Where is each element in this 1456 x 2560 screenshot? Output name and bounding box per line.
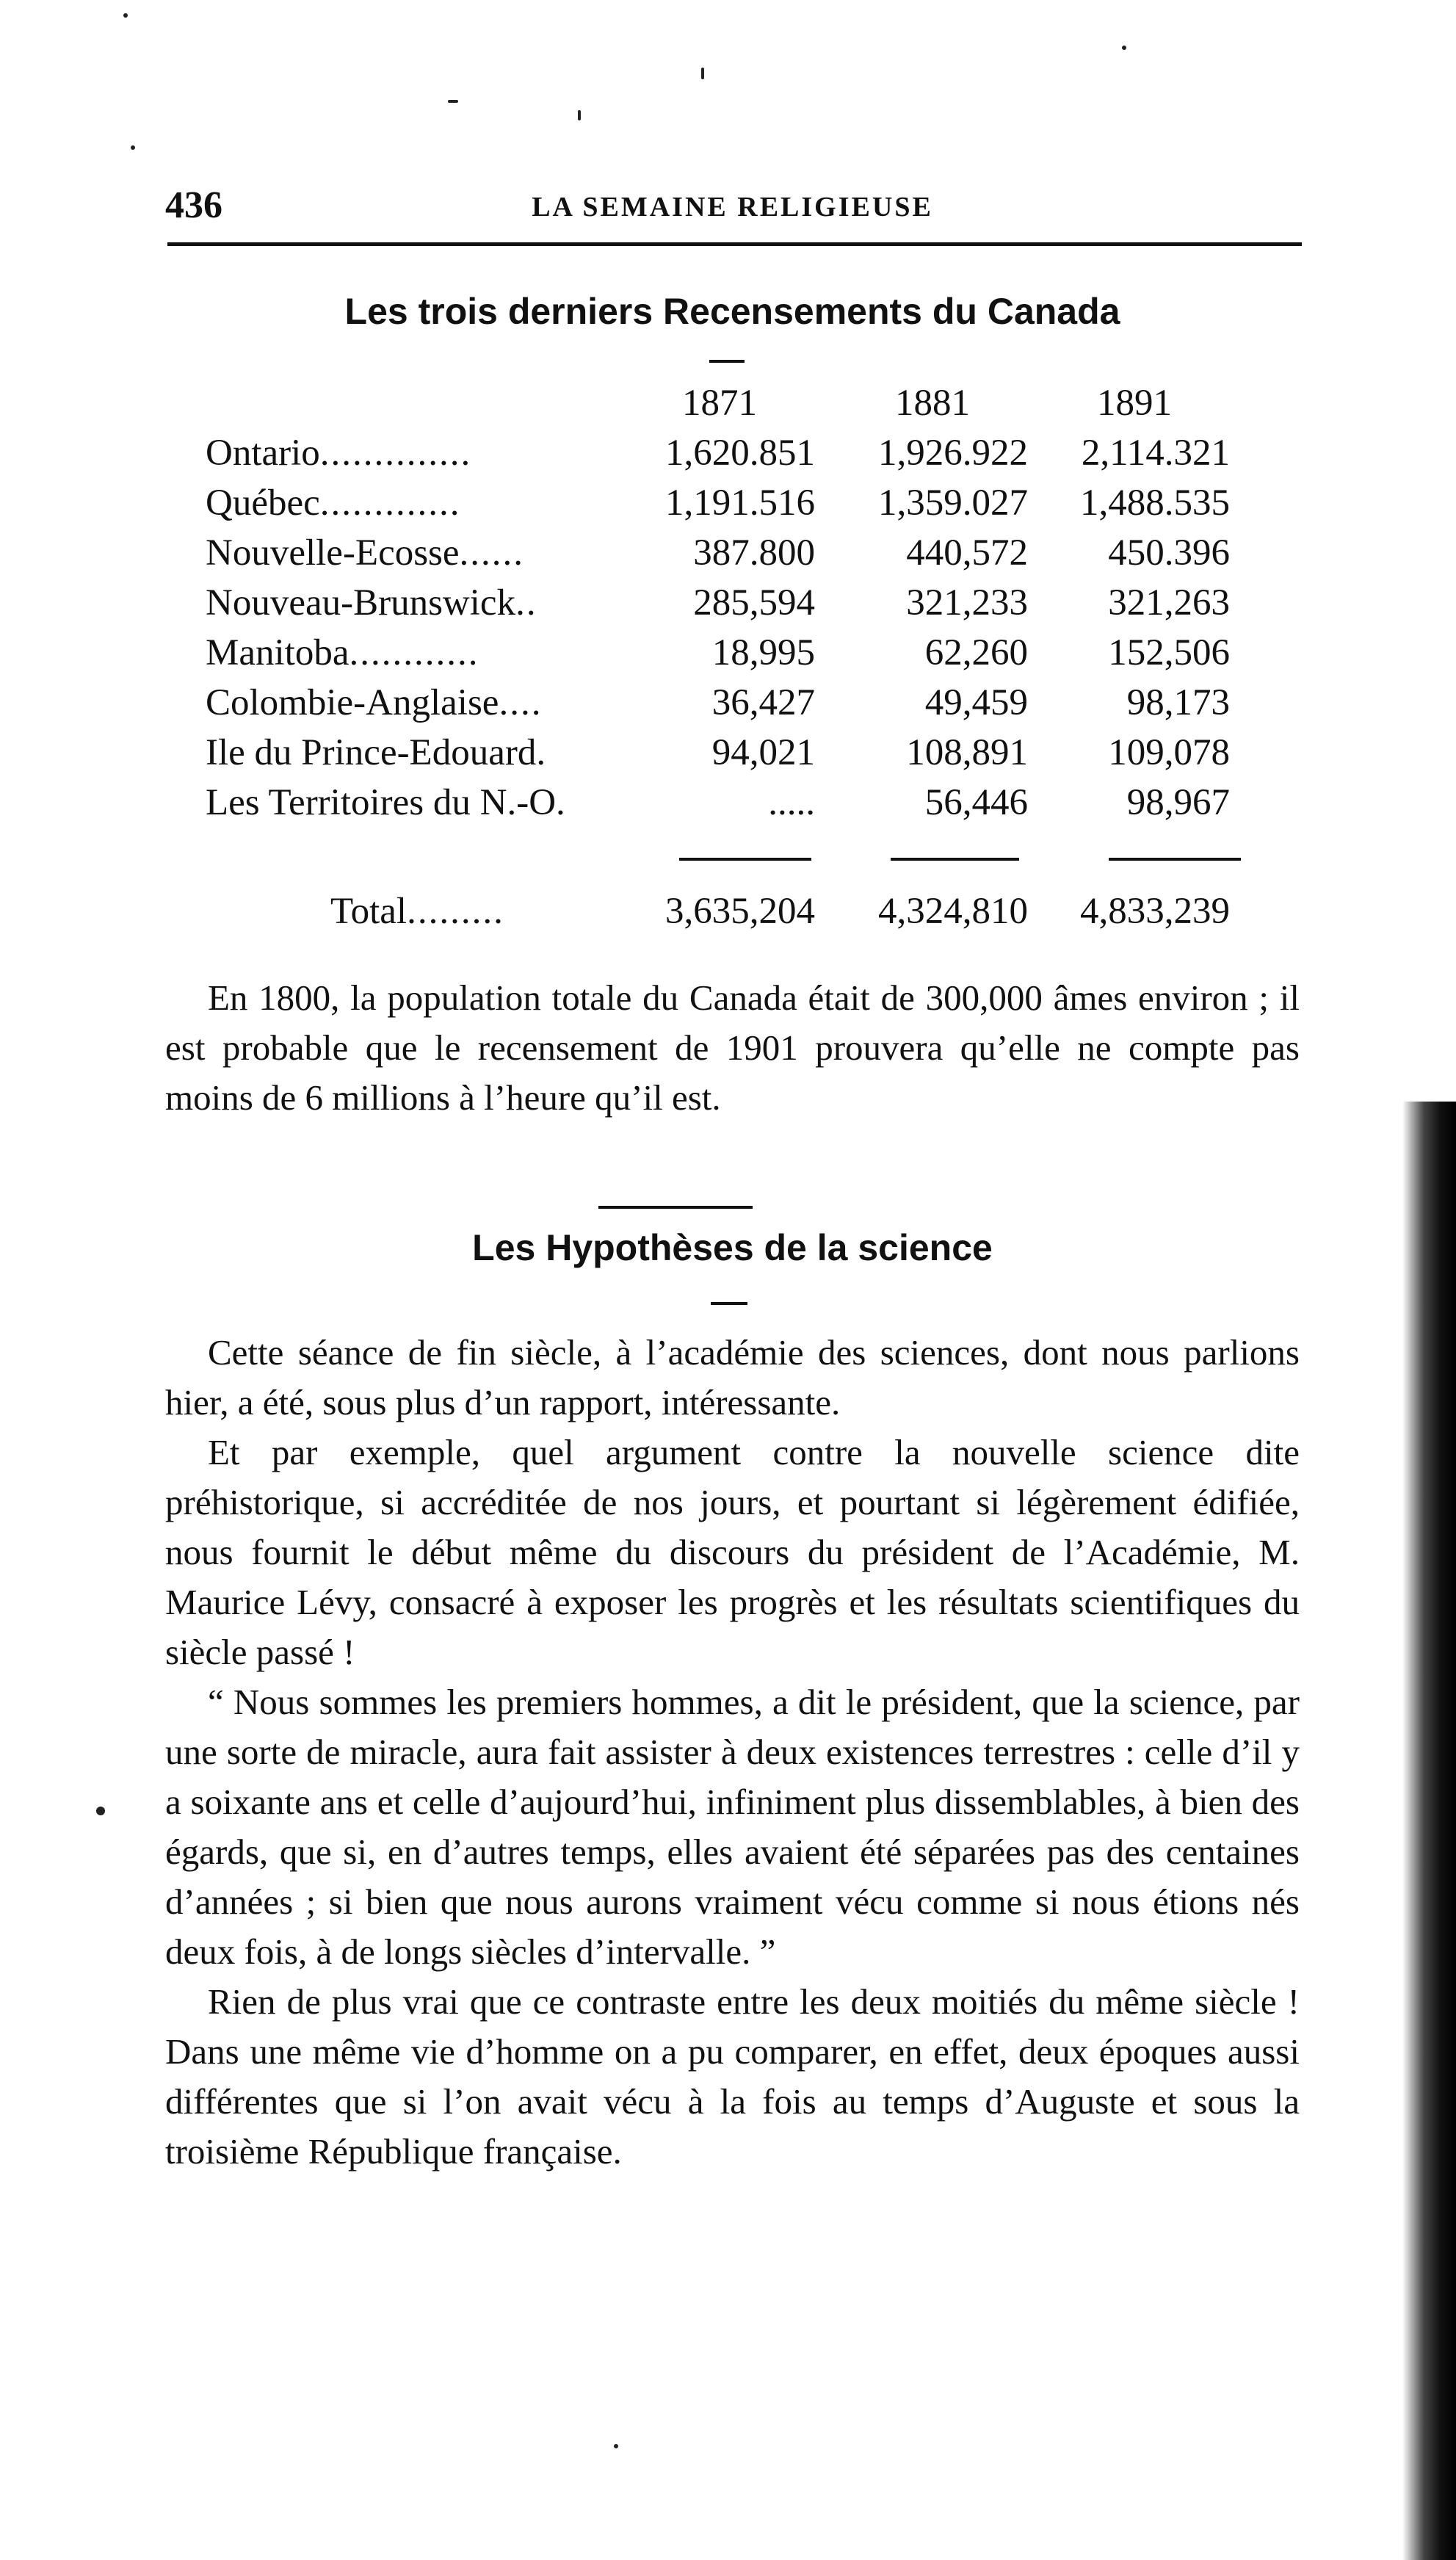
leader-dots: .........: [407, 891, 504, 932]
province-cell: [206, 781, 631, 824]
province-cell: [206, 632, 631, 674]
value-1891: 1,488.535: [1080, 482, 1230, 524]
census-row: [206, 781, 1263, 831]
science-title: Les Hypothèses de la science: [472, 1227, 993, 1268]
value-1871: 1,191.516: [665, 482, 815, 524]
science-body: [165, 1328, 1300, 2177]
province-cell: [206, 731, 631, 774]
paragraph: En 1800, la population totale du Canada était de 300,000 âmes environ ; il est probable que le recensement de 1901 prouvera qu’elle ne compte pas moins de 6 millions à l’heure qu’il est.: [165, 977, 1300, 1118]
year-header: 1881: [895, 383, 970, 424]
leader-dots: ..............: [319, 433, 472, 474]
value-1891: 98,967: [1126, 782, 1230, 823]
page-number: 436: [165, 184, 222, 226]
value-1871: 1,620.851: [665, 433, 815, 474]
total-1871: 3,635,204: [665, 891, 815, 932]
province-name: Ile du Prince-Edouard.: [206, 732, 546, 773]
census-header-row: [206, 382, 1263, 432]
value-1891: 152,506: [1108, 632, 1230, 673]
province-name: Colombie-Anglaise: [206, 682, 499, 723]
paragraph: Rien de plus vrai que ce contraste entre les deux moitiés du même siècle ! Dans une même vie d’homme on a pu comparer, en effet, deux époques aussi différentes que si l’on avait vécu à la fois au temps d’Auguste et sous la troisième République française.: [165, 1981, 1300, 2172]
year-header: 1891: [1097, 383, 1172, 424]
total-cell: [330, 890, 624, 933]
leader-dots: ..: [515, 582, 537, 623]
population-paragraph: [165, 973, 1300, 1123]
total-1891: 4,833,239: [1080, 891, 1230, 932]
scan-speck: [614, 2444, 618, 2448]
value-1891: 109,078: [1108, 732, 1230, 773]
total-label: Total: [330, 891, 408, 932]
province-name: Nouveau-Brunswick: [206, 582, 516, 623]
value-1891: 2,114.321: [1081, 433, 1230, 474]
scan-speck: [701, 68, 704, 79]
census-row: [206, 582, 1263, 632]
census-row: [206, 532, 1263, 582]
scan-speck: [448, 100, 458, 103]
census-row: [206, 731, 1263, 781]
sum-rule: [1109, 858, 1241, 861]
sum-rule: [891, 858, 1019, 861]
province-cell: [206, 482, 631, 524]
province-name: Manitoba: [206, 632, 349, 673]
province-name: Québec: [206, 482, 320, 524]
value-1881: 321,233: [906, 582, 1028, 623]
value-1881: 49,459: [924, 682, 1028, 723]
province-cell: [206, 532, 631, 574]
province-cell: [206, 432, 631, 474]
value-1881: 1,926.922: [878, 433, 1028, 474]
census-total-row: [206, 890, 1263, 940]
census-row: [206, 681, 1263, 731]
value-1891: 98,173: [1126, 682, 1230, 723]
value-1881: 440,572: [906, 532, 1028, 574]
leader-dots: ............: [349, 632, 479, 673]
leader-dots: ....: [499, 682, 543, 723]
value-1871: 387.800: [693, 532, 815, 574]
value-1881: 56,446: [924, 782, 1028, 823]
scan-speck: [96, 1807, 105, 1815]
spacer: [206, 831, 1263, 890]
value-1881: 62,260: [924, 632, 1028, 673]
value-1881: 108,891: [906, 732, 1028, 773]
scan-speck: [1122, 46, 1126, 50]
province-name: Ontario: [206, 433, 320, 474]
page-binding-edge: [1402, 1102, 1456, 2560]
census-row: [206, 432, 1263, 482]
paragraph: Et par exemple, quel argument contre la nouvelle science dite préhistorique, si accréditée de nos jours, et pourtant si légèrement édifiée, nous fournit le début même du discours du président de l’Académie, M. Maurice Lévy, consacré à exposer les progrès et les résultats scientifiques du siècle passé !: [165, 1432, 1300, 1672]
province-name: Nouvelle-Ecosse: [206, 532, 460, 574]
value-1881: 1,359.027: [878, 482, 1028, 524]
scan-speck: [578, 110, 581, 120]
title-dash: [709, 360, 745, 363]
paragraph: Cette séance de fin siècle, à l’académie des sciences, dont nous parlions hier, a été, sous plus d’un rapport, intéressante.: [165, 1332, 1300, 1422]
running-head: [165, 184, 1300, 235]
census-row: [206, 482, 1263, 532]
scan-speck: [131, 145, 135, 150]
sum-rule: [679, 858, 811, 861]
value-1871: 94,021: [711, 732, 815, 773]
value-1891: 450.396: [1108, 532, 1230, 574]
year-header: 1871: [682, 383, 757, 424]
province-name: Les Territoires du N.-O.: [206, 782, 565, 823]
province-cell: [206, 681, 631, 724]
section-divider: [598, 1206, 753, 1209]
leader-dots: .............: [319, 482, 461, 524]
value-1871: .....: [768, 782, 815, 823]
running-title: LA SEMAINE RELIGIEUSE: [532, 192, 933, 223]
title-dash: [711, 1302, 747, 1305]
census-table: [206, 382, 1263, 940]
leader-dots: ......: [459, 532, 525, 574]
census-title: Les trois derniers Recensements du Canada: [344, 291, 1120, 332]
census-row: [206, 632, 1263, 681]
province-cell: [206, 582, 631, 624]
value-1871: 18,995: [711, 632, 815, 673]
paragraph: “ Nous sommes les premiers hommes, a dit le président, que la science, par une sorte de miracle, aura fait assister à deux existences terrestres : celle d’il y a soixante ans et celle d’aujourd’hui, infiniment plus dissemblables, à bien des égards, que si, en d’autres temps, elles avaient été séparées pas des centaines d’années ; si bien que nous aurons vraiment vécu comme si nous étions nés deux fois, à de longs siècles d’intervalle. ”: [165, 1682, 1300, 1972]
value-1871: 36,427: [711, 682, 815, 723]
header-rule: [167, 242, 1302, 246]
scan-speck: [123, 13, 128, 18]
value-1891: 321,263: [1108, 582, 1230, 623]
value-1871: 285,594: [693, 582, 815, 623]
total-1881: 4,324,810: [878, 891, 1028, 932]
